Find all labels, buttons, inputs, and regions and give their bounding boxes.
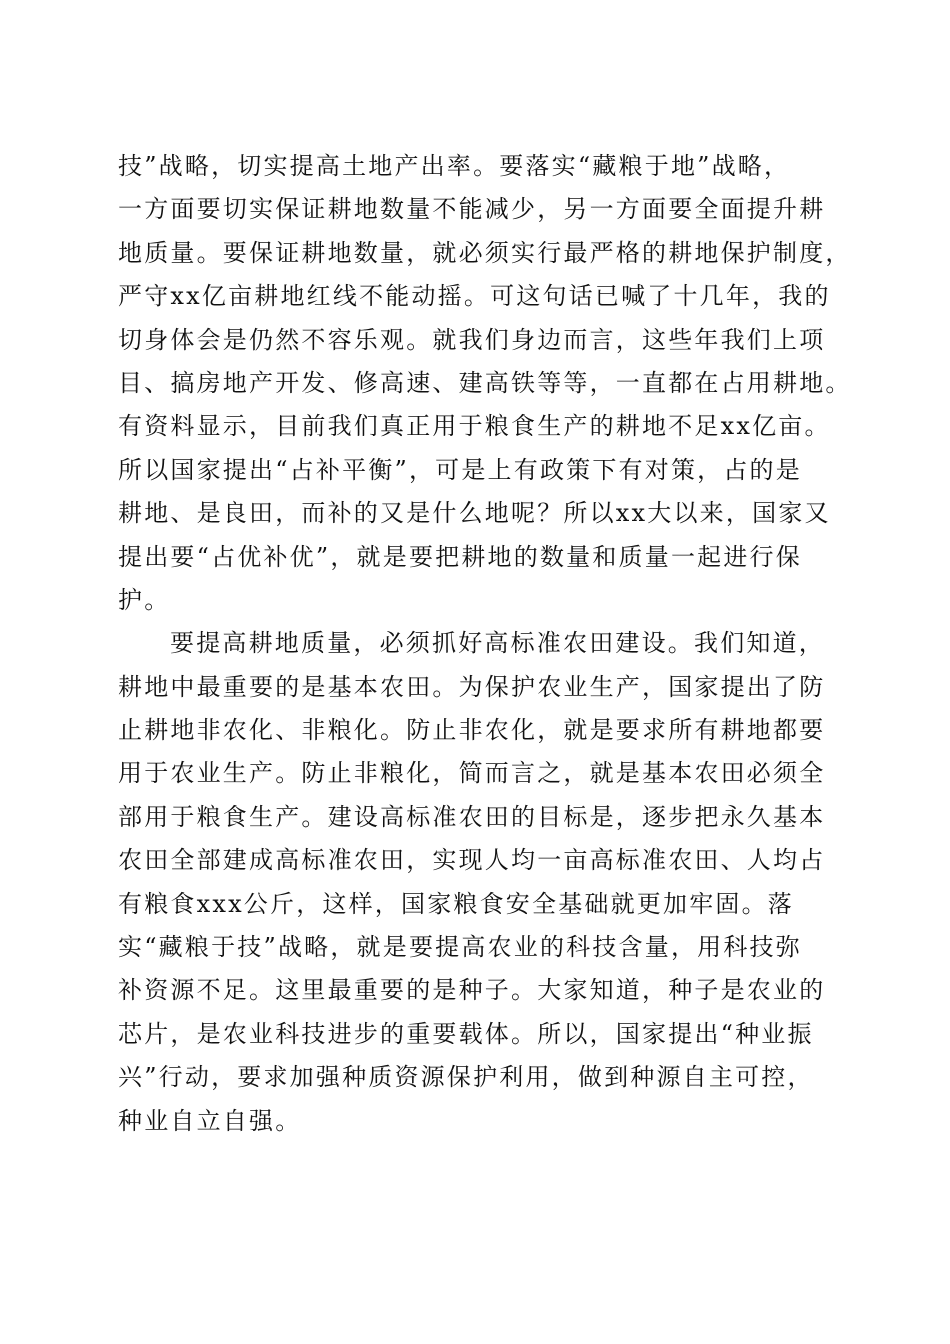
text-line: 用于农业生产。防止非粮化，简而言之，就是基本农田必须全: [118, 759, 826, 788]
text-line: 止耕地非农化、非粮化。防止非农化，就是要求所有耕地都要: [118, 716, 826, 745]
text-line: 技”战略，切实提高土地产出率。要落实“藏粮于地”战略，: [118, 152, 791, 180]
text-line: 切身体会是仍然不容乐观。就我们身边而言，这些年我们上项: [118, 325, 826, 354]
body-text: [118, 145, 858, 1143]
paragraph-2: [118, 622, 858, 1143]
text-line: 护。: [118, 585, 171, 614]
text-line: 所以国家提出“占补平衡”，可是上有政策下有对策，占的是: [118, 455, 802, 484]
text-line: 有粮食xxx公斤，这样，国家粮食安全基础就更加牢固。落: [118, 889, 795, 918]
text-line: 耕地、是良田，而补的又是什么地呢？所以xx大以来，国家又: [118, 499, 831, 528]
text-line: 芯片，是农业科技进步的重要载体。所以，国家提出“种业振: [118, 1019, 814, 1048]
text-line: 要提高耕地质量，必须抓好高标准农田建设。我们知道，: [170, 629, 825, 658]
text-line: 提出要“占优补优”，就是要把耕地的数量和质量一起进行保: [118, 542, 802, 571]
text-line: 兴”行动，要求加强种质资源保护利用，做到种源自主可控，: [118, 1063, 814, 1092]
text-line: 严守xx亿亩耕地红线不能动摇。可这句话已喊了十几年，我的: [118, 282, 831, 311]
text-line: 部用于粮食生产。建设高标准农田的目标是，逐步把永久基本: [118, 802, 826, 831]
text-line: 一方面要切实保证耕地数量不能减少，另一方面要全面提升耕: [118, 195, 826, 224]
paragraph-1: [118, 145, 858, 622]
text-line: 有资料显示，目前我们真正用于粮食生产的耕地不足xx亿亩。: [118, 412, 831, 441]
text-line: 地质量。要保证耕地数量，就必须实行最严格的耕地保护制度，: [118, 238, 852, 267]
text-line: 农田全部建成高标准农田，实现人均一亩高标准农田、人均占: [118, 846, 826, 875]
text-line: 补资源不足。这里最重要的是种子。大家知道，种子是农业的: [118, 976, 826, 1005]
text-line: 种业自立自强。: [118, 1106, 302, 1135]
text-line: 耕地中最重要的是基本农田。为保护农业生产，国家提出了防: [118, 672, 826, 701]
text-line: 实“藏粮于技”战略，就是要提高农业的科技含量，用科技弥: [118, 933, 802, 962]
text-line: 目、搞房地产开发、修高速、建高铁等等，一直都在占用耕地。: [118, 368, 852, 397]
